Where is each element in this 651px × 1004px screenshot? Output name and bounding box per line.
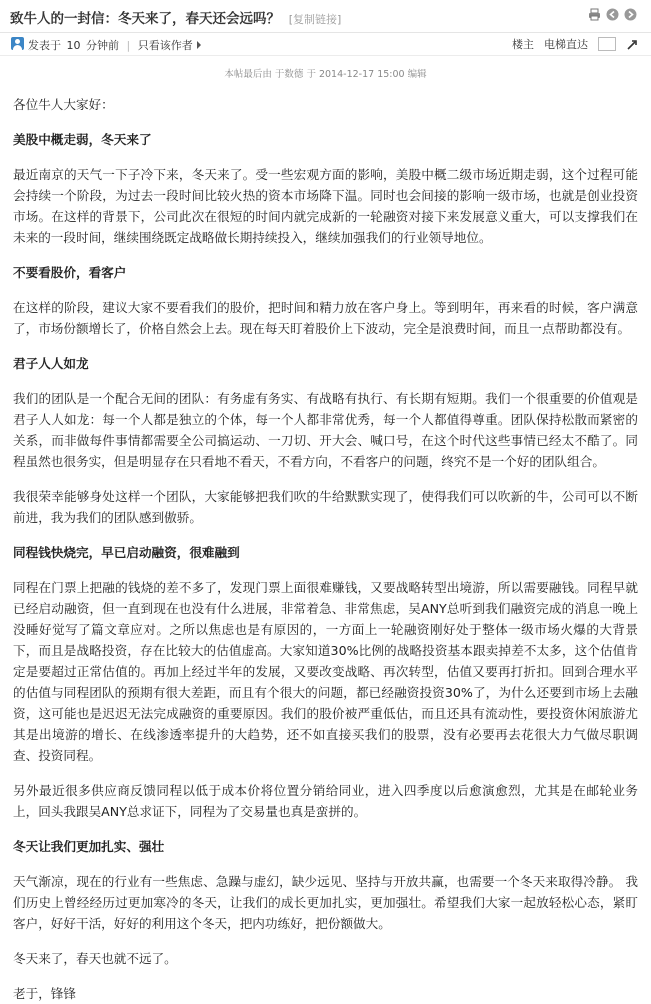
floor-label: 楼主 [512,38,534,51]
edit-note: 本帖最后由 于数德 于 2014-12-17 15:00 编辑 [224,69,427,80]
meta-separator: | [126,39,131,52]
paragraph: 另外最近很多供应商反馈同程以低于成本价将位置分销给同业，进入四季度以后愈演愈烈，尤其是在邮轮业务上，回头我跟吴ANY总求证下，同程为了交易量也真是蛮拼的。 [13,783,638,819]
caret-right-icon [197,41,201,49]
online-user-icon [11,37,24,50]
print-icon[interactable] [588,8,601,21]
posted-prefix: 发表于 [28,39,61,52]
paragraph: 同程在门票上把融的钱烧的差不多了，发现门票上面很难赚钱，又要战略转型出境游，所以需要融钱。同程早就已经启动融资，但一直到现在也没有什么进展，非常着急、非常焦虑，吴ANY总听到我们融资完成的消息一晚上没睡好觉写了篇文章应对。之所以焦虑也是有原因的，一方面上一轮融资刚好处于整体一级市场火爆的大背景下，而且是战略投资，存在比较大的估值虚高。大家知道30%比例的战略投资基本跟卖掉差不太多，这个估值肯定是要超过正常估值的。再加上经过半年的发展，又要改变战略、再次转型，估值又要再打折扣。回到合理水平的估值与同程团队的预期有很大差距，而且有个很大的问题，都已经融资投资30%了，为什么还要到市场上去融资，这可能也是迟迟无法完成融资的重要原因。我们的股价被严重低估，而且还具有流动性，要投资休闲旅游尤其是出境游的增长、在线渗透率提升的大趋势，还不如直接买我们的股票，没有必要再去花很大力气做尽职调查、投资同程。 [13,580,638,763]
section-heading: 君子人人如龙 [13,356,89,371]
signature: 老于，锋锋 [13,986,76,1001]
copy-link-button[interactable]: [复制链接] [288,13,342,26]
thread-tools [588,8,637,21]
section-heading: 不要看股价，看客户 [13,265,127,280]
post-meta-bar [0,33,651,56]
floor-jump-input[interactable] [598,37,616,51]
elevator-label: 电梯直达 [544,38,588,51]
greeting: 各位牛人大家好： [13,97,114,112]
paragraph: 我很荣幸能够身处这样一个团队，大家能够把我们吹的牛给默默实现了，使得我们可以吹新的牛，公司可以不断前进，我为我们的团队感到傲骄。 [13,489,638,525]
post-content [0,94,651,1004]
prev-thread-icon[interactable] [606,8,619,21]
section-heading: 冬天让我们更加扎实、强壮 [13,839,165,854]
paragraph: 冬天来了，春天也就不远了。 [13,951,177,966]
next-thread-icon[interactable] [624,8,637,21]
section-heading: 美股中概走弱，冬天来了 [13,132,152,147]
paragraph: 在这样的阶段，建议大家不要看我们的股价，把时间和精力放在客户身上。等到明年，再来看的时候，客户满意了，市场份额增长了，价格自然会上去。现在每天盯着股价上下波动，完全是浪费时间，而且一点帮助都没有。 [13,300,638,336]
posted-time-num: 10 [66,39,81,52]
paragraph: 天气渐凉，现在的行业有一些焦虑、急躁与虚幻，缺少远见、坚持与开放共赢，也需要一个冬天来取得冷静。 我们历史上曾经经历过更加寒冷的冬天，让我们的成长更加扎实，更加强壮。希望我们大家一起放轻松心态，紧盯客户，好好干活，好好的利用这个冬天，把内功练好，把份额做大。 [13,874,638,931]
thread-title-text: 致牛人的一封信：冬天来了，春天还会远吗？ [10,11,280,27]
paragraph: 我们的团队是一个配合无间的团队：有务虚有务实、有战略有执行、有长期有短期。我们一个很重要的价值观是君子人人如龙：每一个人都是独立的个体，每一个人都非常优秀，每一个人都值得尊重。团队保持松散而紧密的关系，而非做每件事情都需要全公司搞运动、一刀切、开大会、喊口号，在这个时代这些事情已经太不酷了。同程虽然也很务实，但是明显存在只看地不看天，不看方向，不看客户的问题，终究不是一个好的团队组合。 [13,391,638,469]
go-icon[interactable] [626,38,639,51]
paragraph: 最近南京的天气一下子冷下来，冬天来了。受一些宏观方面的影响，美股中概二级市场近期走弱，这个过程可能会持续一个阶段，为过去一段时间比较火热的资本市场降下温。同时也会间接的影响一级市场，也就是创业投资市场。在这样的背景下，公司此次在很短的时间内就完成新的一轮融资对接下来发展意义重大，可以支撑我们在未来的一段时间，继续围绕既定战略做长期持续投入，继续加强我们的行业领导地位。 [13,167,638,245]
thread-title [10,7,341,27]
section-heading: 同程钱快烧完，早已启动融资，很难融到 [13,545,240,560]
thread-header [0,0,651,33]
floor-nav [512,36,639,52]
author-only-link[interactable]: 只看该作者 [137,39,193,52]
posted-suffix: 分钟前 [86,39,119,52]
post-meta [28,37,201,53]
